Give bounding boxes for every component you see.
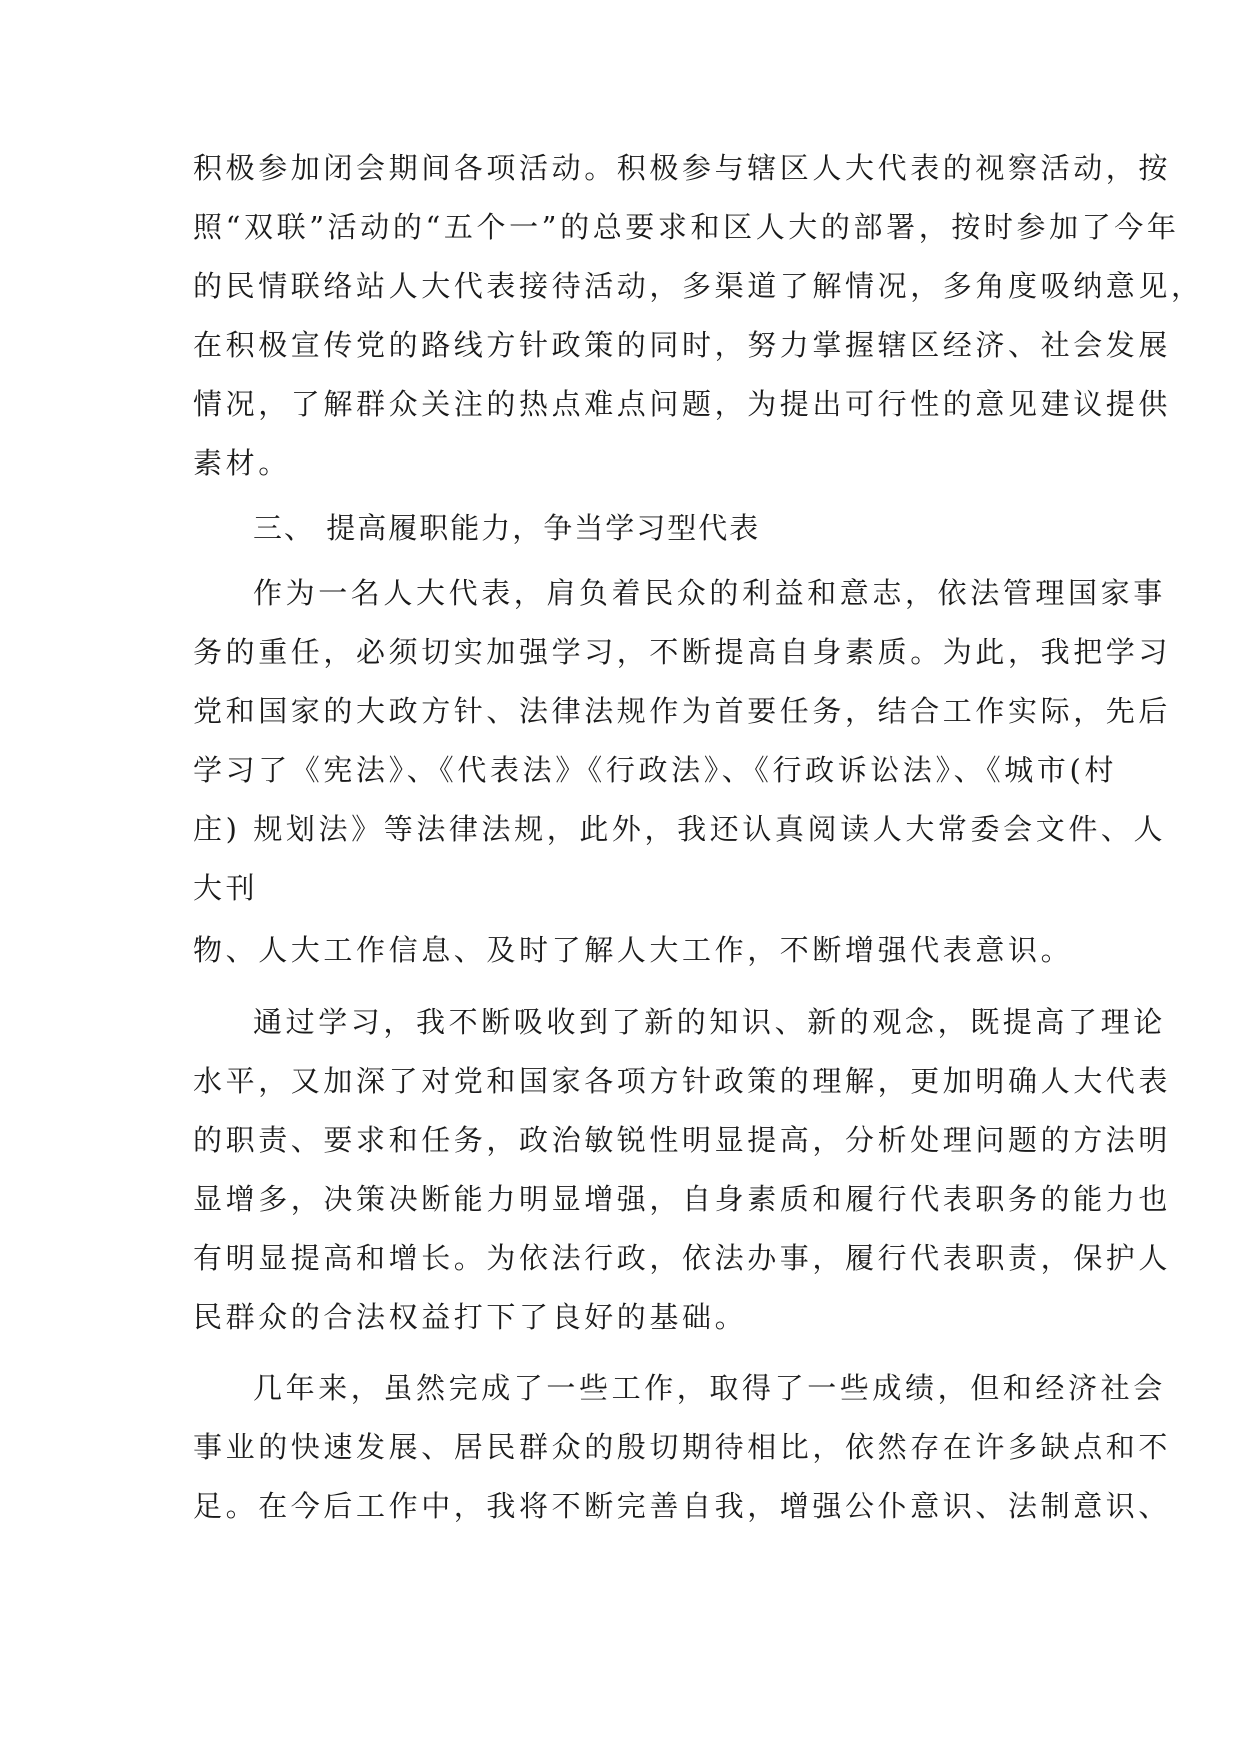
body-text-line: 积极参加闭会期间各项活动。积极参与辖区人大代表的视察活动，按 (193, 151, 1172, 185)
body-text-line: 庄) 规划法》等法律法规，此外，我还认真阅读人大常委会文件、人 (193, 812, 1167, 846)
body-text-line: 务的重任，必须切实加强学习，不断提高自身素质。为此，我把学习 (193, 635, 1172, 669)
body-text-line: 有明显提高和增长。为依法行政，依法办事，履行代表职责，保护人 (193, 1241, 1172, 1275)
section-heading: 三、 提高履职能力，争当学习型代表 (253, 511, 761, 545)
body-text-line: 事业的快速发展、居民群众的殷切期待相比，依然存在许多缺点和不 (193, 1430, 1172, 1464)
body-text-line: 物、人大工作信息、及时了解人大工作，不断增强代表意识。 (193, 933, 1074, 967)
body-text-line: 民群众的合法权益打下了良好的基础。 (193, 1300, 748, 1334)
body-text-line: 学习了《宪法》、《代表法》《行政法》、《行政诉讼法》、《城市(村 (193, 753, 1118, 787)
body-text-line: 显增多，决策决断能力明显增强，自身素质和履行代表职务的能力也 (193, 1182, 1172, 1216)
body-text-line: 素材。 (193, 446, 291, 480)
body-text-line: 水平，又加深了对党和国家各项方针政策的理解，更加明确人大代表 (193, 1064, 1172, 1098)
body-text-line: 大刊 (193, 871, 259, 905)
body-text-line: 足。在今后工作中，我将不断完善自我，增强公仆意识、法制意识、 (193, 1489, 1172, 1523)
body-text-line: 通过学习，我不断吸收到了新的知识、新的观念，既提高了理论 (253, 1005, 1166, 1039)
body-text-line: 几年来，虽然完成了一些工作，取得了一些成绩，但和经济社会 (253, 1371, 1166, 1405)
body-text-line: 的职责、要求和任务，政治敏锐性明显提高，分析处理问题的方法明 (193, 1123, 1172, 1157)
body-text-line: 照“双联”活动的“五个一”的总要求和区人大的部署，按时参加了今年 (193, 210, 1180, 244)
body-text-line: 作为一名人大代表，肩负着民众的利益和意志，依法管理国家事 (253, 576, 1166, 610)
body-text-line: 情况，了解群众关注的热点难点问题，为提出可行性的意见建议提供 (193, 387, 1172, 421)
body-text-line: 在积极宣传党的路线方针政策的同时，努力掌握辖区经济、社会发展 (193, 328, 1172, 362)
body-text-line: 党和国家的大政方针、法律法规作为首要任务，结合工作实际，先后 (193, 694, 1172, 728)
body-text-line: 的民情联络站人大代表接待活动，多渠道了解情况，多角度吸纳意见， (193, 269, 1204, 303)
